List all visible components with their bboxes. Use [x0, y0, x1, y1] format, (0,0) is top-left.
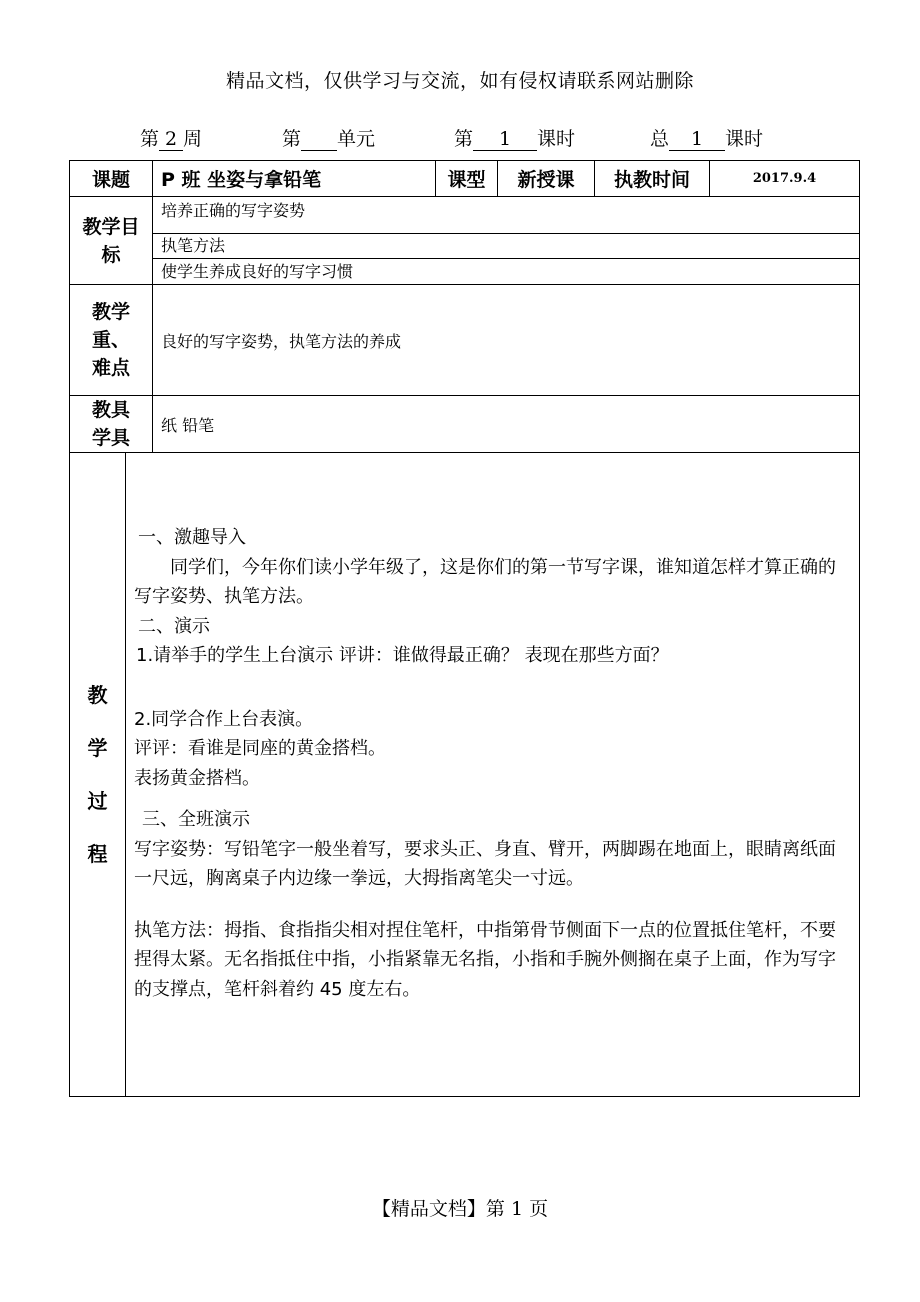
- lesson-value: 1: [473, 128, 537, 151]
- process-label-char: 程: [87, 841, 108, 866]
- watermark-text: 精品文档，仅供学习与交流，如有侵权请联系网站删除: [225, 70, 694, 92]
- goal-item: 使学生养成良好的写字习惯: [161, 262, 354, 281]
- total-field: [650, 124, 763, 151]
- lesson-info-line: [140, 124, 780, 150]
- goals-label-text: 教学目标: [82, 215, 140, 266]
- total-suffix: 课时: [725, 128, 764, 150]
- keypoints-label-line: 难点: [92, 357, 131, 379]
- keypoints-value: 良好的写字姿势，执笔方法的养成: [153, 285, 860, 396]
- process-paragraph: 评评：看谁是同座的黄金搭档。: [134, 738, 386, 759]
- type-label: 课型: [436, 161, 498, 197]
- tools-row: [70, 396, 860, 453]
- page-footer: 【精品文档】第 1 页: [371, 1198, 549, 1220]
- process-heading-1: 一、激趣导入: [138, 527, 246, 548]
- topic-label: 课题: [70, 161, 153, 197]
- lesson-plan-table: [69, 160, 860, 1097]
- total-prefix: 总: [650, 128, 670, 150]
- unit-suffix: 单元: [337, 128, 376, 150]
- process-paragraph: 1.请举手的学生上台演示 评讲：谁做得最正确？ 表现在那些方面？: [136, 645, 669, 666]
- tools-label-line: 教具: [92, 399, 131, 421]
- lesson-prefix: 第: [454, 128, 474, 150]
- keypoints-label-line: 重、: [92, 329, 131, 351]
- unit-value: [301, 150, 337, 151]
- process-paragraph: 表扬黄金搭档。: [134, 767, 260, 789]
- type-value: 新授课: [498, 161, 595, 197]
- process-paragraph: 2.同学合作上台表演。: [134, 708, 314, 730]
- time-value: 2017.9.4: [710, 161, 860, 197]
- process-paragraph: 写字姿势：写铅笔字一般坐着写，要求头正、身直、臂开，两脚踢在地面上，眼睛离纸面一尺远，胸离桌子内边缘一拳远，大拇指离笔尖一寸远。: [134, 838, 836, 889]
- goals-label: [70, 197, 153, 285]
- goals-row: [70, 197, 860, 285]
- goal-item: 培养正确的写字姿势: [153, 197, 859, 234]
- process-paragraph: 同学们，今年你们读小学年级了，这是你们的第一节写字课，谁知道怎样才算正确的写字姿势、执笔方法。: [134, 556, 836, 607]
- lesson-field: [454, 124, 575, 151]
- process-content: [126, 453, 860, 1097]
- process-paragraph: 执笔方法：拇指、食指指尖相对捏住笔杆，中指第骨节侧面下一点的位置抵住笔杆，不要捏得太紧。无名指抵住中指，小指紧靠无名指，小指和手腕外侧搁在桌子上面，作为写字的支撑点，笔杆斜着约 45 度左右。: [134, 919, 836, 1000]
- tools-label: [70, 396, 153, 453]
- process-label-char: 过: [87, 788, 108, 813]
- week-field: [140, 124, 202, 151]
- keypoints-label-line: 教学: [92, 301, 131, 323]
- process-row: [70, 453, 860, 1097]
- time-label: 执教时间: [595, 161, 710, 197]
- total-value: 1: [669, 128, 725, 151]
- process-label-char: 学: [87, 735, 108, 760]
- unit-prefix: 第: [282, 128, 302, 150]
- process-heading-2: 二、演示: [138, 615, 210, 637]
- keypoints-row: [70, 285, 860, 396]
- week-suffix: 周: [183, 128, 203, 150]
- lesson-suffix: 课时: [537, 128, 576, 150]
- tools-value: 纸 铅笔: [153, 396, 860, 453]
- week-prefix: 第: [140, 128, 160, 150]
- header-row: [70, 161, 860, 197]
- goal-item: 执笔方法: [153, 234, 859, 259]
- process-heading-3: 三、全班演示: [142, 809, 250, 830]
- goals-cell: [153, 197, 860, 285]
- week-value: 2: [159, 128, 183, 151]
- process-label: [70, 453, 126, 1097]
- tools-label-line: 学具: [92, 427, 131, 449]
- process-label-char: 教: [87, 682, 108, 707]
- topic-value: P 班 坐姿与拿铅笔: [153, 161, 436, 197]
- unit-field: [282, 124, 375, 151]
- keypoints-label: [70, 285, 153, 396]
